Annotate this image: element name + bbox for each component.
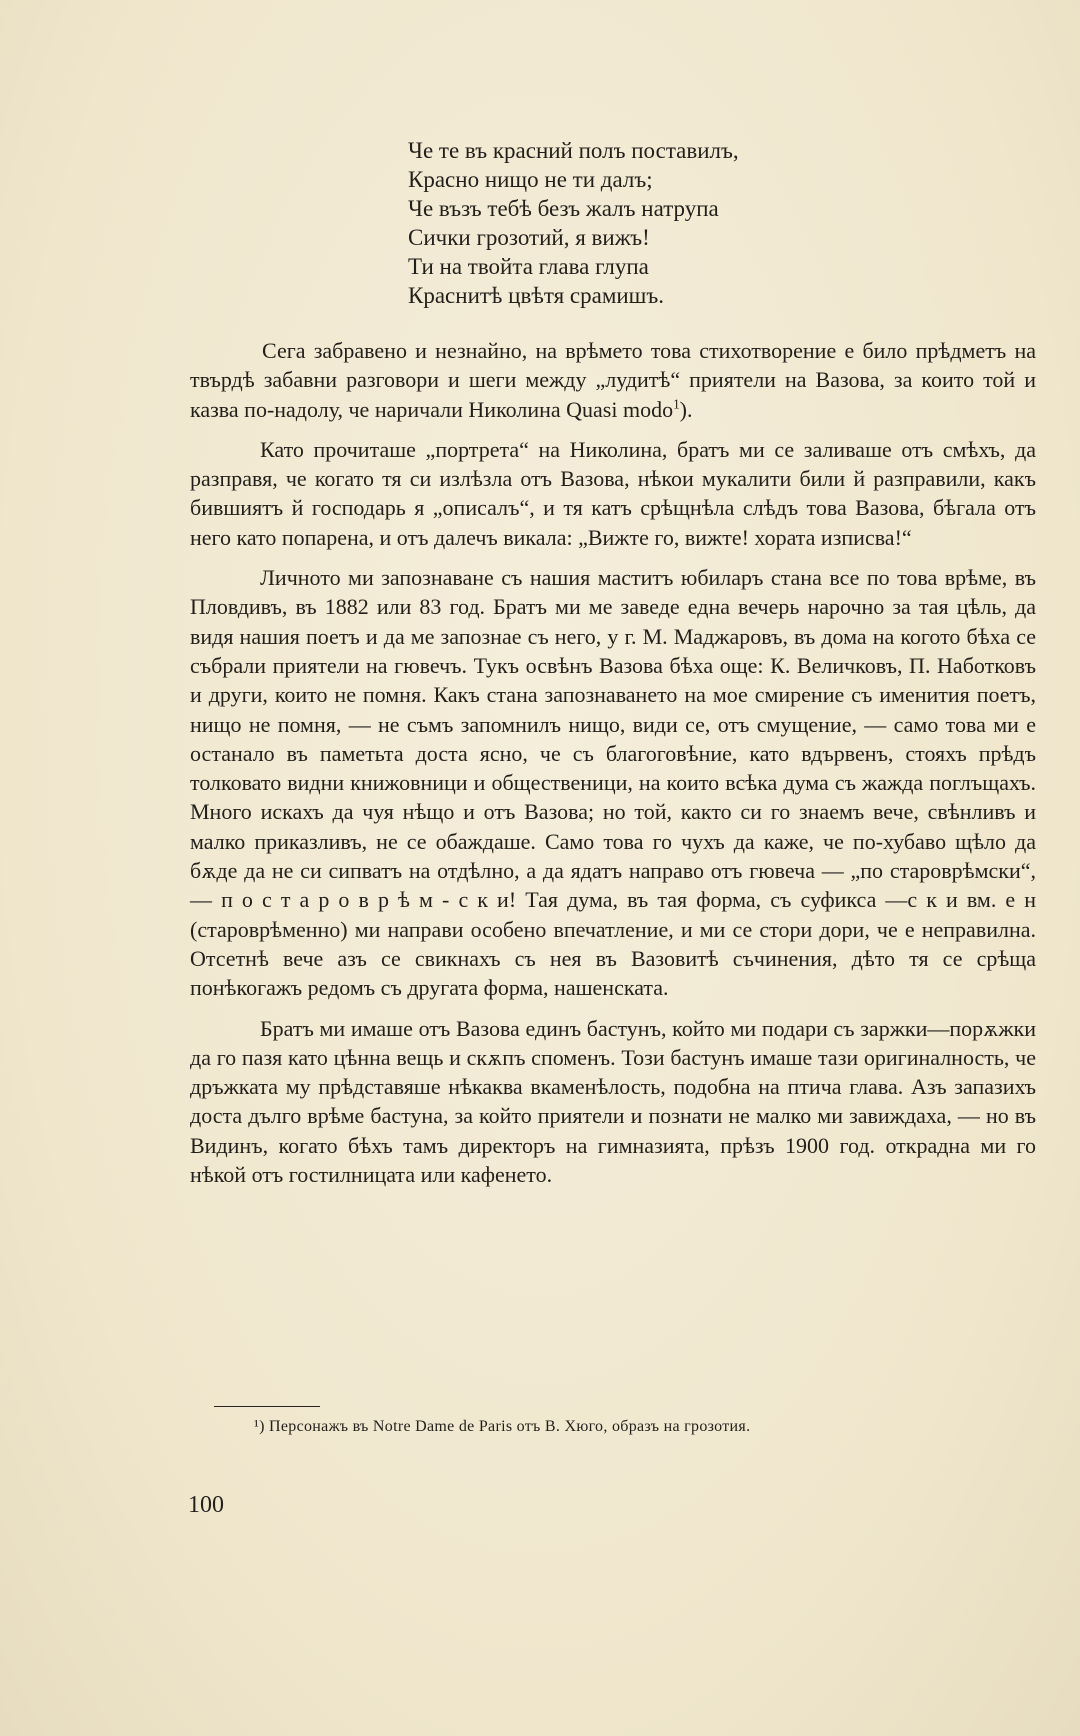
paragraph-text-end: ). [679,396,693,422]
footnote [254,1418,750,1436]
poem-stanza [408,136,739,310]
poem-line: Краснитѣ цвѣтя срамишъ. [408,283,665,308]
footnote-divider [214,1406,320,1407]
poem-line: Красно нищо не ти далъ; [408,167,653,192]
footnote-reference: 1 [673,396,680,412]
paragraph-walking-stick: Братъ ми имаше отъ Вазова единъ бастунъ, който ми подари съ заржки—порѫжки да го пазя като цѣнна вещь и скѫпъ споменъ. Този бастунъ имаше тази оригиналность, че дръжката му прѣдставяше нѣкаква вкаменѣлость, подобна на птича глава. Азъ запазихъ доста дълго врѣме бастуна, за който приятели и познати не малко ми завиждаха, — но въ Видинъ, когато бѣхъ тамъ директоръ на гимназията, прѣзъ 1900 год. открадна ми го нѣкой отъ гостилницата или кафенето. [190,1015,1036,1188]
poem-line: Ти на твойта глава глупа [408,254,649,279]
paragraph-portrait: Като прочиташе „портрета“ на Николина, братъ ми се заливаше отъ смѣхъ, да разправя, че когато тя си излѣзла отъ Вазова, нѣкои мукалити били й разправили, какъ бившиятъ й господарь я „описалъ“, и тя катъ срѣщнѣла слѣдъ това Вазова, бѣгала отъ него като попарена, и отъ далечъ викала: „Вижте го, вижте! хората изписва!“ [190,436,1036,550]
footnote-marker: ¹) [254,1418,265,1435]
poem-line: Че те въ красний полъ поставилъ, [408,138,739,163]
paragraph-quasimodo [190,336,1036,424]
footnote-text: Персонажъ въ Notre Dame de Paris отъ В. Хюго, образъ на грозотия. [269,1418,751,1435]
page-number: 100 [188,1492,224,1518]
poem-line: Сички грозотий, я вижъ! [408,225,650,250]
body-text [190,336,1036,1200]
paragraph-text: Сега забравено и незнайно, на врѣмето това стихотворение е било прѣдметъ на твърдѣ забавни разговори и шеги между „лудитѣ“ приятели на Вазова, за които той и казва по-надолу, че наричали Николина Quasi modo [190,338,1036,422]
poem-line: Че възъ тебѣ безъ жалъ натрупа [408,196,719,221]
paragraph-acquaintance: Личното ми запознаване съ нашия маститъ юбиларъ стана все по това врѣме, въ Пловдивъ, въ 1882 или 83 год. Братъ ми ме заведе една вечерь нарочно за тая цѣль, да видя нашия поетъ и да ме запознае съ него, у г. М. Маджаровъ, въ дома на когото бѣха се събрали приятели на гювечъ. Тукъ освѣнъ Вазова бѣха още: К. Величковъ, П. Наботковъ и други, които не помня. Какъ стана запознаването на мое смирение съ именития поетъ, нищо не помня, — не съмъ запомнилъ нищо, види се, отъ смущение, — само това ми е останало въ паметьта доста ясно, че съ благоговѣние, като вдървенъ, стояхъ прѣдъ толковато видни книжовници и общественици, на които всѣка дума съ жажда поглъщахъ. Много искахъ да чуя нѣщо и отъ Вазова; но той, както си го знаемъ вече, свѣнливъ и малко приказливъ, не се обаждаше. Само това го чухъ да каже, че по-хубаво щѣло да бѫде да не си сипватъ на отдѣлно, а да ядатъ направо отъ гювеча — „по староврѣмски“, — п о с т а р о в р ѣ м - с к и! Тая дума, въ тая форма, съ суфикса —с к и вм. е н (староврѣменно) ми направи особено впечатление, и ми се стори дори, че е неправилна. Отсетнѣ вече азъ се свикнахъ съ нея въ Вазовитѣ съчинения, дѣто тя се срѣща понѣкогажъ редомъ съ другата форма, нашенската. [190,565,1036,1001]
